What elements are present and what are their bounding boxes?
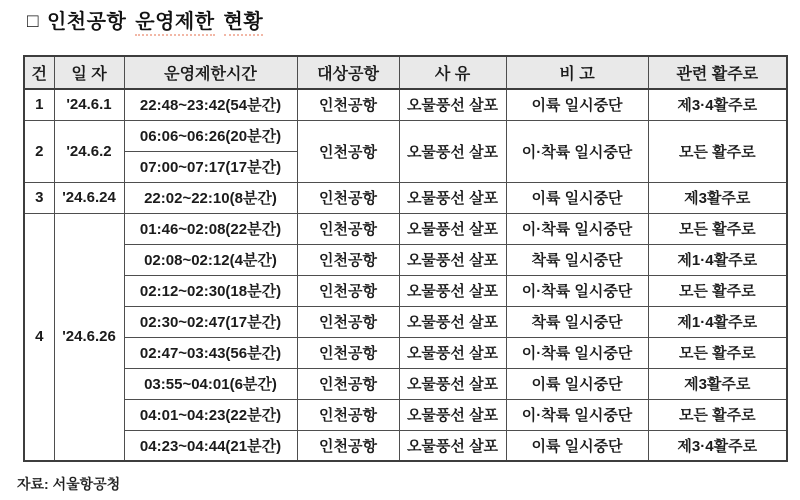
table-row (24, 368, 787, 399)
header-runway: 관련 활주로 (648, 56, 787, 89)
remark-cell: 이·착륙 일시중단 (506, 337, 648, 368)
case-cell: 3 (24, 182, 54, 213)
table-row (24, 120, 787, 151)
runway-cell: 모든 활주로 (648, 213, 787, 244)
title-word: 현황 (224, 11, 264, 36)
table-row (24, 399, 787, 430)
runway-cell: 제3활주로 (648, 368, 787, 399)
header-airport: 대상공항 (297, 56, 399, 89)
header-reason: 사 유 (399, 56, 506, 89)
time-cell: 06:06~06:26(20분간) (124, 120, 297, 151)
header-row (24, 56, 787, 89)
reason-cell: 오물풍선 살포 (399, 368, 506, 399)
remark-cell: 착륙 일시중단 (506, 306, 648, 337)
case-cell: 4 (24, 213, 54, 461)
reason-cell: 오물풍선 살포 (399, 337, 506, 368)
airport-cell: 인천공항 (297, 368, 399, 399)
remark-cell: 이·착륙 일시중단 (506, 399, 648, 430)
reason-cell: 오물풍선 살포 (399, 306, 506, 337)
time-cell: 02:12~02:30(18분간) (124, 275, 297, 306)
airport-cell: 인천공항 (297, 213, 399, 244)
airport-cell: 인천공항 (297, 337, 399, 368)
airport-cell: 인천공항 (297, 120, 399, 182)
title-word: 운영제한 (135, 11, 214, 36)
time-cell: 22:48~23:42(54분간) (124, 89, 297, 120)
square-bullet-icon: □ (27, 11, 39, 32)
date-cell: '24.6.24 (54, 182, 124, 213)
runway-cell: 모든 활주로 (648, 120, 787, 182)
case-cell: 2 (24, 120, 54, 182)
table-row (24, 89, 787, 120)
table-row (24, 337, 787, 368)
airport-cell: 인천공항 (297, 306, 399, 337)
runway-cell: 제3활주로 (648, 182, 787, 213)
remark-cell: 이륙 일시중단 (506, 430, 648, 461)
table-row (24, 275, 787, 306)
time-cell: 04:01~04:23(22분간) (124, 399, 297, 430)
remark-cell: 착륙 일시중단 (506, 244, 648, 275)
airport-cell: 인천공항 (297, 244, 399, 275)
header-date: 일 자 (54, 56, 124, 89)
time-cell: 03:55~04:01(6분간) (124, 368, 297, 399)
airport-cell: 인천공항 (297, 430, 399, 461)
reason-cell: 오물풍선 살포 (399, 213, 506, 244)
reason-cell: 오물풍선 살포 (399, 182, 506, 213)
header-time: 운영제한시간 (124, 56, 297, 89)
header-case: 건 (24, 56, 54, 89)
runway-cell: 제1·4활주로 (648, 244, 787, 275)
date-cell: '24.6.26 (54, 213, 124, 461)
time-cell: 02:08~02:12(4분간) (124, 244, 297, 275)
case-cell: 1 (24, 89, 54, 120)
table-row (24, 430, 787, 461)
time-cell: 04:23~04:44(21분간) (124, 430, 297, 461)
runway-cell: 제3·4활주로 (648, 89, 787, 120)
runway-cell: 모든 활주로 (648, 399, 787, 430)
airport-cell: 인천공항 (297, 89, 399, 120)
reason-cell: 오물풍선 살포 (399, 89, 506, 120)
remark-cell: 이륙 일시중단 (506, 182, 648, 213)
date-cell: '24.6.1 (54, 89, 124, 120)
time-cell: 02:30~02:47(17분간) (124, 306, 297, 337)
runway-cell: 모든 활주로 (648, 337, 787, 368)
airport-cell: 인천공항 (297, 399, 399, 430)
title-word: 인천공항 (46, 11, 127, 33)
airport-cell: 인천공항 (297, 182, 399, 213)
time-cell: 02:47~03:43(56분간) (124, 337, 297, 368)
time-cell: 22:02~22:10(8분간) (124, 182, 297, 213)
remark-cell: 이·착륙 일시중단 (506, 213, 648, 244)
table-row (24, 182, 787, 213)
remark-cell: 이륙 일시중단 (506, 368, 648, 399)
runway-cell: 모든 활주로 (648, 275, 787, 306)
page-title (27, 5, 263, 34)
table-row (24, 306, 787, 337)
reason-cell: 오물풍선 살포 (399, 120, 506, 182)
restriction-table (23, 55, 788, 462)
runway-cell: 제1·4활주로 (648, 306, 787, 337)
runway-cell: 제3·4활주로 (648, 430, 787, 461)
date-cell: '24.6.2 (54, 120, 124, 182)
airport-cell: 인천공항 (297, 275, 399, 306)
time-cell: 07:00~07:17(17분간) (124, 151, 297, 182)
remark-cell: 이·착륙 일시중단 (506, 120, 648, 182)
time-cell: 01:46~02:08(22분간) (124, 213, 297, 244)
reason-cell: 오물풍선 살포 (399, 399, 506, 430)
reason-cell: 오물풍선 살포 (399, 430, 506, 461)
reason-cell: 오물풍선 살포 (399, 244, 506, 275)
table-row (24, 244, 787, 275)
remark-cell: 이·착륙 일시중단 (506, 275, 648, 306)
remark-cell: 이륙 일시중단 (506, 89, 648, 120)
source-note: 자료: 서울항공청 (17, 476, 121, 492)
header-remark: 비 고 (506, 56, 648, 89)
reason-cell: 오물풍선 살포 (399, 275, 506, 306)
table-row (24, 213, 787, 244)
